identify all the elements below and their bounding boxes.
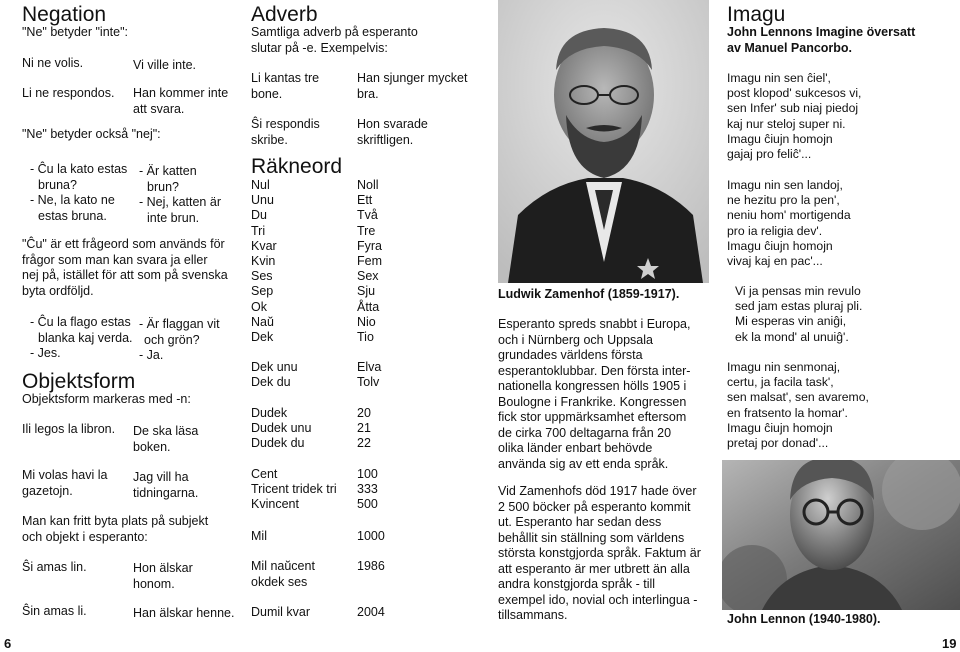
example-sv	[133, 470, 198, 501]
line: bra.	[357, 86, 379, 101]
number-row	[251, 224, 481, 239]
number-row	[251, 269, 481, 284]
dialog-eo	[30, 162, 127, 224]
example-sv	[133, 86, 228, 117]
line: Han sjunger mycket	[357, 71, 468, 85]
number-eo: Nul	[251, 178, 270, 192]
line: Esperanto spreds snabbt i Europa,	[498, 317, 691, 331]
number-value: 1986	[357, 559, 385, 573]
number-value: Sex	[357, 269, 379, 284]
portrait-illustration	[498, 0, 709, 283]
number-eo: Dumil kvar	[251, 605, 311, 619]
line: Vid Zamenhofs död 1917 hade över	[498, 484, 697, 498]
line: neniu hom' mortigenda	[727, 208, 851, 223]
line: Imagu ĉiujn homojn	[727, 131, 833, 146]
number-value: Fyra	[357, 238, 382, 253]
line: - Jes.	[30, 346, 61, 360]
line: - Ĉu la kato estas	[30, 162, 128, 176]
number-value: Tio	[357, 329, 374, 344]
number-row	[251, 193, 481, 208]
example-eo	[22, 468, 107, 499]
line: certu, ja facila task',	[727, 375, 834, 390]
number-eo: Dudek unu	[251, 421, 312, 436]
line: Boulogne i Frankrike. Kongressen	[498, 394, 687, 409]
line: Imagu ĉiujn homojn	[727, 420, 833, 435]
page-number-left: 6	[4, 636, 12, 651]
number-value: 22	[357, 436, 371, 451]
line: vivaj kaj en pac'...	[727, 254, 823, 269]
photo-caption-lennon: John Lennon (1940-1980).	[727, 612, 881, 626]
line: olika länder enbart behövde	[498, 441, 653, 455]
number-list	[251, 178, 481, 345]
line: använda sig av ett enda språk.	[498, 456, 669, 471]
line: nej på, istället för att som på svenska	[22, 268, 228, 282]
line: - Ne, la kato ne	[30, 193, 115, 207]
number-eo: Mil	[251, 529, 267, 543]
line: bruna?	[38, 177, 77, 192]
line: frågor som man kan svara ja eller	[22, 252, 208, 267]
line: och grön?	[144, 332, 200, 347]
number-eo: Kvincent	[251, 497, 299, 512]
number-value: 1000	[357, 529, 385, 543]
line: boken.	[133, 439, 171, 454]
example-sv	[133, 561, 193, 592]
number-value: Tre	[357, 223, 376, 238]
example-sv	[357, 71, 467, 102]
example-sv: Vi ville inte.	[133, 58, 196, 72]
line: sen Infer' sub niaj piedoj	[727, 101, 859, 116]
line: största konstgjorda språk. Faktum är	[498, 546, 701, 560]
line: - Ja.	[139, 348, 164, 362]
number-value: Nio	[357, 314, 376, 329]
number-value: Elva	[357, 360, 382, 374]
text: Objektsform markeras med -n:	[22, 392, 191, 406]
heading-adverb: Adverb	[251, 3, 318, 26]
paragraph	[22, 514, 208, 545]
verse	[727, 178, 851, 269]
example-sv	[357, 117, 428, 148]
number-list	[251, 406, 481, 452]
number-eo: Naŭ	[251, 314, 274, 329]
line: - Är katten	[139, 164, 197, 178]
line: Jag vill ha	[133, 470, 189, 484]
line: John Lennons Imagine översatt	[727, 25, 916, 39]
example-sv	[133, 424, 198, 455]
line: av Manuel Pancorbo.	[727, 40, 853, 55]
line: att svara.	[133, 101, 185, 116]
line: Mil naŭcent	[251, 559, 315, 573]
number-eo: Dudek	[251, 406, 288, 420]
line: slutar på -e. Exempelvis:	[251, 40, 388, 55]
line: sed jam estas pluraj pli.	[735, 299, 863, 314]
number-row	[251, 436, 481, 451]
number-row	[251, 497, 481, 512]
number-row	[251, 360, 481, 375]
dialog-sv	[139, 317, 220, 364]
number-eo: Dek unu	[251, 360, 298, 374]
line: fick stor uppmärksamhet eftersom	[498, 410, 687, 424]
number-eo: Ses	[251, 269, 273, 284]
line: andra konstgjorda språk - till	[498, 577, 656, 591]
heading-negation: Negation	[22, 3, 107, 26]
line: nationella kongressen hölls 1905 i	[498, 379, 687, 393]
number-row	[251, 178, 481, 193]
line: - Nej, katten är	[139, 195, 221, 209]
number-value: 100	[357, 467, 378, 481]
line: Imagu nin senmonaj,	[727, 360, 841, 374]
number-row	[251, 406, 481, 421]
line: Vi ja pensas min revulo	[735, 284, 861, 298]
paragraph	[22, 237, 228, 299]
line: Li kantas tre	[251, 71, 320, 85]
number-row	[251, 239, 481, 254]
number-eo: Kvin	[251, 253, 276, 268]
photo-caption-zamenhof: Ludwik Zamenhof (1859-1917).	[498, 287, 680, 301]
example-eo: Ŝi amas lin.	[22, 560, 87, 574]
number-eo: Tri	[251, 223, 266, 238]
zamenhof-photo	[498, 0, 709, 283]
line: Man kan fritt byta plats på subjekt	[22, 514, 209, 528]
line: gajaj pro feliĉ'...	[727, 147, 812, 162]
number-value: Fem	[357, 253, 382, 268]
line: brun?	[147, 179, 179, 194]
line: och i Nürnberg och Uppsala	[498, 332, 653, 347]
line: blanka kaj verda.	[38, 330, 133, 345]
line: skriftligen.	[357, 132, 414, 147]
text: "Ne" betyder "inte":	[22, 25, 128, 39]
line: sen malsat', sen avaremo,	[727, 390, 869, 405]
line: Samtliga adverb på esperanto	[251, 25, 418, 39]
example-sv: Han älskar henne.	[133, 606, 235, 620]
line: inte brun.	[147, 210, 200, 225]
line: ek la mond' al unuiĝ'.	[735, 329, 849, 344]
example-eo	[251, 71, 319, 102]
number-row	[251, 254, 481, 269]
line: en fratsento la homar'.	[727, 405, 848, 420]
line: exempel ido, novial och interlingua -	[498, 592, 698, 607]
number-row	[251, 467, 481, 482]
number-value: Två	[357, 208, 378, 223]
number-value: 20	[357, 406, 371, 420]
number-eo	[251, 559, 315, 590]
number-row	[251, 421, 481, 436]
verse	[727, 360, 869, 451]
number-row	[251, 330, 481, 345]
line: Imagu ĉiujn homojn	[727, 238, 833, 253]
number-list	[251, 360, 481, 390]
statue-illustration	[722, 460, 960, 610]
line: byta ordföljd.	[22, 283, 94, 298]
verse	[727, 284, 862, 345]
line: ut. Esperanto har sedan dess	[498, 515, 662, 529]
example-eo: Ili legos la libron.	[22, 422, 116, 436]
verse	[727, 71, 861, 162]
number-eo: Du	[251, 208, 267, 223]
number-eo: Kvar	[251, 238, 277, 253]
example-eo	[251, 117, 320, 148]
paragraph	[498, 317, 690, 472]
number-row	[251, 375, 481, 390]
line: kaj nur steloj super ni.	[727, 116, 846, 131]
number-eo: Dek	[251, 329, 274, 344]
number-row	[251, 482, 481, 497]
heading-objektsform: Objektsform	[22, 370, 136, 393]
line: pretaj por donad'...	[727, 436, 829, 451]
line: post klopod' sukcesos vi,	[727, 86, 862, 101]
paragraph	[251, 25, 418, 56]
line: tidningarna.	[133, 485, 199, 500]
number-eo: Cent	[251, 467, 278, 481]
line: estas bruna.	[38, 208, 107, 223]
dialog-sv	[139, 164, 221, 226]
line: honom.	[133, 576, 175, 591]
number-eo: Dudek du	[251, 436, 305, 451]
number-value: 2004	[357, 605, 385, 619]
line: Mi esperas vin aniĝi,	[735, 314, 847, 329]
number-value: Noll	[357, 178, 379, 192]
heading-imagu: Imagu	[727, 3, 786, 26]
line: skribe.	[251, 132, 288, 147]
line: pro ia religia dev'.	[727, 223, 823, 238]
number-eo: Ok	[251, 299, 267, 314]
line: bone.	[251, 86, 283, 101]
number-value: Sju	[357, 284, 376, 299]
line: Mi volas havi la	[22, 468, 108, 482]
line: De ska läsa	[133, 424, 199, 438]
line: - Ĉu la flago estas	[30, 315, 131, 329]
number-eo: Sep	[251, 284, 274, 299]
line: - Är flaggan vit	[139, 317, 220, 331]
number-row	[251, 208, 481, 223]
line: och objekt i esperanto:	[22, 529, 148, 544]
number-value: Ett	[357, 193, 373, 208]
line: okdek ses	[251, 574, 308, 589]
line: de cirka 700 deltagarna från 20	[498, 425, 672, 440]
number-row	[251, 300, 481, 315]
example-eo: Ni ne volis.	[22, 56, 84, 70]
line: Ŝi respondis	[251, 117, 320, 131]
paragraph	[498, 484, 701, 624]
line: att esperanto är mer utbrett än alla	[498, 561, 690, 576]
number-eo: Tricent tridek tri	[251, 482, 337, 497]
number-value: 21	[357, 421, 371, 436]
number-row	[251, 315, 481, 330]
line: Han kommer inte	[133, 86, 229, 100]
line: ne hezitu pro la pen',	[727, 193, 840, 208]
line: grundades världens första	[498, 348, 643, 362]
heading-rakneord: Räkneord	[251, 155, 343, 178]
line: behållit sin ställning som världens	[498, 530, 685, 545]
subtitle	[727, 25, 915, 56]
number-row	[251, 284, 481, 299]
line: Imagu nin sen ĉiel',	[727, 71, 831, 85]
number-value: 500	[357, 497, 378, 512]
line: gazetojn.	[22, 483, 73, 498]
line: Hon älskar	[133, 561, 193, 575]
line: "Ĉu" är ett frågeord som används för	[22, 237, 225, 251]
example-eo: Ŝin amas li.	[22, 604, 87, 618]
number-value: Tolv	[357, 375, 380, 390]
number-value: Åtta	[357, 299, 380, 314]
number-eo: Dek du	[251, 375, 291, 390]
page-number-right: 19	[942, 636, 957, 651]
number-list	[251, 467, 481, 513]
line: Hon svarade	[357, 117, 428, 131]
lennon-photo	[722, 460, 960, 610]
line: 2 500 böcker på esperanto kommit	[498, 499, 691, 514]
number-eo: Unu	[251, 193, 274, 208]
dialog-eo	[30, 315, 133, 362]
example-eo: Li ne respondos.	[22, 86, 115, 100]
line: tillsammans.	[498, 608, 568, 622]
number-value: 333	[357, 482, 378, 497]
line: esperantoklubbar. Den första inter-	[498, 363, 691, 378]
line: Imagu nin sen landoj,	[727, 178, 843, 192]
text: "Ne" betyder också "nej":	[22, 127, 161, 141]
